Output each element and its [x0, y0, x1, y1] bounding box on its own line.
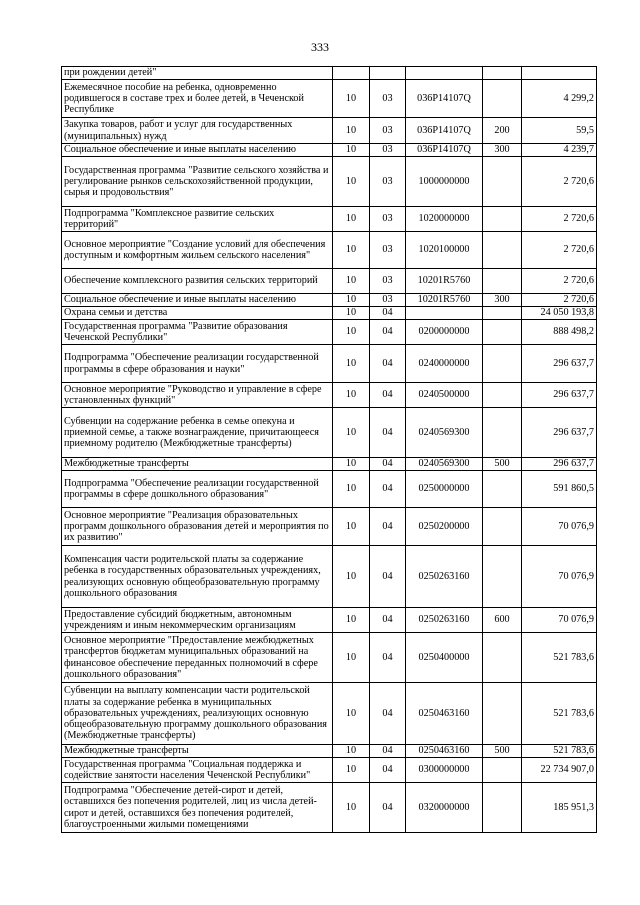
item-name-cell: Подпрограмма "Обеспечение детей-сирот и детей, оставшихся без попечения родителей, лиц из числа детей-сирот и детей, оставшихся без попечения родителей, благоустроенными жилыми помещениями: [62, 783, 333, 833]
section-code-cell: 10: [333, 745, 370, 758]
amount-cell: 4 239,7: [522, 144, 597, 157]
amount-cell: 22 734 907,0: [522, 758, 597, 783]
amount-cell: 296 637,7: [522, 345, 597, 383]
table-row: [62, 608, 597, 633]
table-row: [62, 408, 597, 458]
item-name-cell: Основное мероприятие "Создание условий для обеспечения доступным и комфортным жильем сельского населения": [62, 232, 333, 269]
target-article-cell: [406, 67, 483, 80]
item-name-cell: Основное мероприятие "Предоставление межбюджетных трансфертов бюджетам муниципальных образований на финансовое обеспечение переданных полномочий в сфере дошкольного образования": [62, 633, 333, 683]
expense-type-cell: [483, 207, 522, 232]
expense-type-cell: 300: [483, 144, 522, 157]
item-name-cell: Субвенции на выплату компенсации части родительской платы за содержание ребенка в муниципальных образовательных учреждениях, реализующих основную общеобразовательную программу дошкольного образования (Межбюджетные трансферты): [62, 683, 333, 745]
table-row: [62, 80, 597, 118]
subsection-code-cell: 03: [370, 207, 406, 232]
section-code-cell: 10: [333, 345, 370, 383]
target-article-cell: 1020100000: [406, 232, 483, 269]
target-article-cell: 0240569300: [406, 458, 483, 471]
amount-cell: 59,5: [522, 118, 597, 144]
amount-cell: 70 076,9: [522, 508, 597, 546]
target-article-cell: 036P14107Q: [406, 144, 483, 157]
expense-type-cell: [483, 408, 522, 458]
amount-cell: 70 076,9: [522, 608, 597, 633]
subsection-code-cell: 04: [370, 383, 406, 408]
target-article-cell: 0240500000: [406, 383, 483, 408]
target-article-cell: 0240569300: [406, 408, 483, 458]
target-article-cell: 10201R5760: [406, 269, 483, 294]
table-row: [62, 345, 597, 383]
table-row: [62, 633, 597, 683]
amount-cell: 521 783,6: [522, 745, 597, 758]
subsection-code-cell: 04: [370, 320, 406, 345]
subsection-code-cell: 04: [370, 307, 406, 320]
amount-cell: 24 050 193,8: [522, 307, 597, 320]
target-article-cell: 0300000000: [406, 758, 483, 783]
section-code-cell: 10: [333, 783, 370, 833]
target-article-cell: 0250463160: [406, 683, 483, 745]
table-row: [62, 383, 597, 408]
table-row: [62, 508, 597, 546]
amount-cell: [522, 67, 597, 80]
subsection-code-cell: 03: [370, 80, 406, 118]
page-number: 333: [311, 40, 329, 54]
table-row: [62, 458, 597, 471]
table-row: [62, 207, 597, 232]
item-name-cell: Государственная программа "Развитие образования Чеченской Республики": [62, 320, 333, 345]
target-article-cell: 1000000000: [406, 157, 483, 207]
amount-cell: 2 720,6: [522, 232, 597, 269]
target-article-cell: 0240000000: [406, 345, 483, 383]
subsection-code-cell: 03: [370, 157, 406, 207]
target-article-cell: 0250000000: [406, 471, 483, 508]
item-name-cell: Основное мероприятие "Реализация образовательных программ дошкольного образования детей и мероприятия по их развитию": [62, 508, 333, 546]
table-row: [62, 67, 597, 80]
subsection-code-cell: 04: [370, 345, 406, 383]
expense-type-cell: 300: [483, 294, 522, 307]
item-name-cell: Социальное обеспечение и иные выплаты населению: [62, 144, 333, 157]
item-name-cell: Социальное обеспечение и иные выплаты населению: [62, 294, 333, 307]
item-name-cell: Обеспечение комплексного развития сельских территорий: [62, 269, 333, 294]
expense-type-cell: [483, 157, 522, 207]
item-name-cell: Государственная программа "Развитие сельского хозяйства и регулирование рынков сельскохозяйственной продукции, сырья и продовольствия": [62, 157, 333, 207]
amount-cell: 70 076,9: [522, 546, 597, 608]
subsection-code-cell: 04: [370, 546, 406, 608]
item-name-cell: Подпрограмма "Обеспечение реализации государственной программы в сфере образования и науки": [62, 345, 333, 383]
subsection-code-cell: 04: [370, 683, 406, 745]
item-name-cell: Межбюджетные трансферты: [62, 458, 333, 471]
amount-cell: 2 720,6: [522, 157, 597, 207]
target-article-cell: 0250463160: [406, 745, 483, 758]
table-row: [62, 118, 597, 144]
expense-type-cell: [483, 546, 522, 608]
section-code-cell: 10: [333, 546, 370, 608]
item-name-cell: Закупка товаров, работ и услуг для государственных (муниципальных) нужд: [62, 118, 333, 144]
table-row: [62, 745, 597, 758]
item-name-cell: Государственная программа "Социальная поддержка и содействие занятости населения Чеченской Республики": [62, 758, 333, 783]
amount-cell: 296 637,7: [522, 408, 597, 458]
subsection-code-cell: 04: [370, 508, 406, 546]
amount-cell: 591 860,5: [522, 471, 597, 508]
target-article-cell: 036P14107Q: [406, 118, 483, 144]
target-article-cell: 1020000000: [406, 207, 483, 232]
subsection-code-cell: 04: [370, 758, 406, 783]
table-row: [62, 269, 597, 294]
section-code-cell: 10: [333, 383, 370, 408]
table-row: [62, 307, 597, 320]
expense-type-cell: 200: [483, 118, 522, 144]
section-code-cell: 10: [333, 80, 370, 118]
section-code-cell: 10: [333, 307, 370, 320]
item-name-cell: Охрана семьи и детства: [62, 307, 333, 320]
item-name-cell: Основное мероприятие "Руководство и управление в сфере установленных функций": [62, 383, 333, 408]
amount-cell: 521 783,6: [522, 683, 597, 745]
expense-type-cell: [483, 383, 522, 408]
section-code-cell: 10: [333, 408, 370, 458]
item-name-cell: Подпрограмма "Обеспечение реализации государственной программы в сфере дошкольного образования": [62, 471, 333, 508]
expense-type-cell: [483, 232, 522, 269]
subsection-code-cell: 04: [370, 471, 406, 508]
expense-type-cell: 500: [483, 745, 522, 758]
table-row: [62, 232, 597, 269]
expense-type-cell: [483, 758, 522, 783]
section-code-cell: 10: [333, 458, 370, 471]
expense-type-cell: 600: [483, 608, 522, 633]
subsection-code-cell: 03: [370, 294, 406, 307]
expense-type-cell: [483, 683, 522, 745]
subsection-code-cell: 04: [370, 608, 406, 633]
table-row: [62, 157, 597, 207]
item-name-cell: Предоставление субсидий бюджетным, автономным учреждениям и иным некоммерческим организациям: [62, 608, 333, 633]
table-row: [62, 471, 597, 508]
expense-type-cell: [483, 80, 522, 118]
subsection-code-cell: 04: [370, 633, 406, 683]
table-row: [62, 783, 597, 833]
section-code-cell: 10: [333, 144, 370, 157]
table-row: [62, 144, 597, 157]
section-code-cell: 10: [333, 320, 370, 345]
section-code-cell: 10: [333, 683, 370, 745]
item-name-cell: Межбюджетные трансферты: [62, 745, 333, 758]
subsection-code-cell: 03: [370, 118, 406, 144]
section-code-cell: 10: [333, 608, 370, 633]
section-code-cell: [333, 67, 370, 80]
budget-table: [61, 66, 597, 833]
section-code-cell: 10: [333, 232, 370, 269]
target-article-cell: 0200000000: [406, 320, 483, 345]
section-code-cell: 10: [333, 294, 370, 307]
amount-cell: 2 720,6: [522, 207, 597, 232]
budget-table-body: [62, 67, 597, 833]
amount-cell: 296 637,7: [522, 383, 597, 408]
target-article-cell: 0250200000: [406, 508, 483, 546]
section-code-cell: 10: [333, 269, 370, 294]
expense-type-cell: [483, 508, 522, 546]
target-article-cell: 0320000000: [406, 783, 483, 833]
expense-type-cell: [483, 471, 522, 508]
subsection-code-cell: 03: [370, 232, 406, 269]
target-article-cell: 036P14107Q: [406, 80, 483, 118]
amount-cell: 521 783,6: [522, 633, 597, 683]
expense-type-cell: [483, 783, 522, 833]
table-row: [62, 546, 597, 608]
section-code-cell: 10: [333, 508, 370, 546]
amount-cell: 185 951,3: [522, 783, 597, 833]
target-article-cell: 10201R5760: [406, 294, 483, 307]
item-name-cell: при рождении детей": [62, 67, 333, 80]
expense-type-cell: [483, 67, 522, 80]
table-row: [62, 320, 597, 345]
amount-cell: 2 720,6: [522, 294, 597, 307]
expense-type-cell: [483, 633, 522, 683]
item-name-cell: Подпрограмма "Комплексное развитие сельских территорий": [62, 207, 333, 232]
item-name-cell: Ежемесячное пособие на ребенка, одновременно родившегося в составе трех и более детей, в Чеченской Республике: [62, 80, 333, 118]
expense-type-cell: [483, 307, 522, 320]
section-code-cell: 10: [333, 758, 370, 783]
target-article-cell: 0250263160: [406, 546, 483, 608]
amount-cell: 4 299,2: [522, 80, 597, 118]
expense-type-cell: [483, 345, 522, 383]
target-article-cell: 0250263160: [406, 608, 483, 633]
item-name-cell: Компенсация части родительской платы за содержание ребенка в государственных образовательных учреждениях, реализующих основную общеобразовательную программу дошкольного образования: [62, 546, 333, 608]
item-name-cell: Субвенции на содержание ребенка в семье опекуна и приемной семье, а также вознаграждение, причитающееся приемному родителю (Межбюджетные трансферты): [62, 408, 333, 458]
section-code-cell: 10: [333, 207, 370, 232]
amount-cell: 888 498,2: [522, 320, 597, 345]
section-code-cell: 10: [333, 471, 370, 508]
subsection-code-cell: [370, 67, 406, 80]
expense-type-cell: 500: [483, 458, 522, 471]
subsection-code-cell: 03: [370, 144, 406, 157]
subsection-code-cell: 04: [370, 408, 406, 458]
table-row: [62, 294, 597, 307]
table-row: [62, 758, 597, 783]
subsection-code-cell: 04: [370, 458, 406, 471]
subsection-code-cell: 03: [370, 269, 406, 294]
expense-type-cell: [483, 320, 522, 345]
subsection-code-cell: 04: [370, 745, 406, 758]
table-row: [62, 683, 597, 745]
subsection-code-cell: 04: [370, 783, 406, 833]
target-article-cell: 0250400000: [406, 633, 483, 683]
expense-type-cell: [483, 269, 522, 294]
section-code-cell: 10: [333, 633, 370, 683]
section-code-cell: 10: [333, 118, 370, 144]
target-article-cell: [406, 307, 483, 320]
amount-cell: 2 720,6: [522, 269, 597, 294]
amount-cell: 296 637,7: [522, 458, 597, 471]
section-code-cell: 10: [333, 157, 370, 207]
